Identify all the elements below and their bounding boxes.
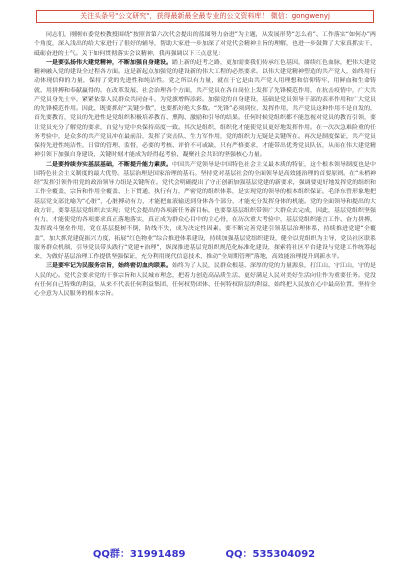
qq-number: QQ：535304092 — [225, 549, 316, 560]
paragraph-point-one: 一是要弘扬伟大建党精神，不断加强自身建设。踏上新的赶考之路，更加需要我们传承红色基因，赓续红色血脉，把伟大建党精神融入党的建设全过程各方面。这是新起点加强党的建设新的伟大工程的必然要求。以伟大建党精神塑造的共产党人，始终用行动体现信仰的力量，保持了党的先进性和纯洁性。党之所以有力量，就在于它是由共产党人用理想和信仰铸牢、用鲜血和生命铸就、用拼搏和奉献赢得的。在改革发展、社会治理各个方面，共产党员在各自岗位上发挥了先锋模范作用，在抗击疫情中，广大共产党员身先士卒，紧紧依靠人民群众共同奋斗，为党旗增辉添彩。加强党的自身建设，基础是党员领导干部的表率作用和广大党员的先锋模范作用。因此，既要抓好“关键少数”，也要抓好绝大多数。“先锋”必须到位，发挥作用，共产党员这种作用不是自发的，首先要教育，党员的先进性是党组织积极培养教育、熏陶、激励和引导的结果。任何时候党组织都不能忽视对党员的教育引领，要让党员充分了解党的要求，自觉与党中央保持高度一致。其次是组织，组织化才能使党员更好地发挥作用。在一次次急难险重的任务考验中，是众多的共产党员冲在最前沿，发挥了突击队、生力军作用，党的组织力无疑是关键所在。再次是制度保证，共产党员保持先进性纯洁性，日常的管理、监督，必要的考核、评价不可或缺，只有严格要求，才能带出优秀党员队伍，从而在伟大建党精神引领下加强自身建设，关键时刻才能成为经得起考验、凝聚社会共识的坚强核心力量。 — [34, 58, 376, 159]
paragraph-point-three: 三是要牢记为民服务宗旨，始终密切血肉联系。始终为了人民，民群众根基、深厚的党的力量源泉，打江山、守江山，守的是人民的心。党代会要求党的干事宗旨和人民城市理念，把着力创造高品质生活、更好满足人民对美好生活向往作为重要任务。党没有任何自己特殊的利益，从来不代表任何利益集团、任何权势团体、任何特权阶层的利益，始终把人民放在心中最高位置，坚持全心全意为人民服务的根本宗旨。 — [34, 262, 376, 297]
qq-group-number: QQ群：31991489 — [92, 549, 186, 560]
top-promo-banner — [36, 10, 374, 23]
contact-footer — [0, 548, 408, 562]
point-one-heading: 一是要弘扬伟大建党精神，不断加强自身建设。 — [46, 58, 173, 66]
point-three-heading: 三是要牢记为民服务宗旨，始终密切血肉联系。 — [46, 262, 173, 270]
paragraph-point-two: 二是要持续夯实基层基础，不断提升能力素质。中国共产党领导是中国特色社会主义最本质的特征，这个根本领导制度也是中国特色社会主义制度的最大优势。基层治理是国家治理的基石。坚持党对基层社会的全面领导是高效能治理的首要原则。在“未梢神经”发挥引领作用党的政治领导力组是关键所在。党代会明确提出了守正创新加强基层党建的新要求，强调要更好地发挥党的组织和工作全覆盖，宗旨和作用全覆盖、上下贯通，执行有力，严密党的组织体系，是实现党的领导的根本组织保证。毛泽东曾形象地把基层党支部比喻为“心脏”，心脏搏动有力，才能把血液输送到身体各个部分，才能充分发挥身体的机能。党的全面领导和提出的大政方针，要靠基层党组织去实现；党代会提出的各项新任务新目标，也要靠基层组织带领广大群众去完成，因此，基层党组织坚强有力，才能使党的各项要求真正落地落实，真正成为群众心目中的主心骨，在历次重大考验中，基层党组织能言工作、奋力拼搏，发挥战斗堡垒作用，党在基层挺树不倒，防线不失，成为决定性因素。要不断完善党建引领基层治理体系，持续推进党建“全覆盖”，加大抓党建促振兴力度，拓展“红色物业”综合推进体系建设，持续加强基层党组织建设，健全以党组织为主导，党员社区联系服务群众机制，引导党员带头践行“党建+治理”，纵深推进基层党组织规范化标准化建设，探索将社区平台建设与党建工作统筹起来，为做好基层治理工作提供坚强保证，充分利用现代信息技术，推动“全周期管理”落地，高效能治理提升到新水平。 — [34, 160, 376, 260]
top-promo-banner-text: 关注头条号"公文研究"，获得最新最全最专业的公文资料库！ 微信：gongwenyj — [80, 12, 330, 20]
paragraph-intro: 同志们，刚刚市委党校教授围绕“按照省第六次代会提出的蓝图努力奋进”为主题，从发展形势“怎么看”、工作落实“如何办”两个角度，深入浅出的给大家进行了很好的辅导，帮助大家进一步加深了对党代会精神主旨的理解，也进一步鼓舞了大家真抓实干、砥砺奋进的士气。关于如何贯彻落实会议精神，我再强调以下三点意见： — [34, 31, 376, 57]
document-body — [34, 30, 376, 535]
point-two-heading: 二是要持续夯实基层基础，不断提升能力素质。 — [46, 160, 173, 168]
